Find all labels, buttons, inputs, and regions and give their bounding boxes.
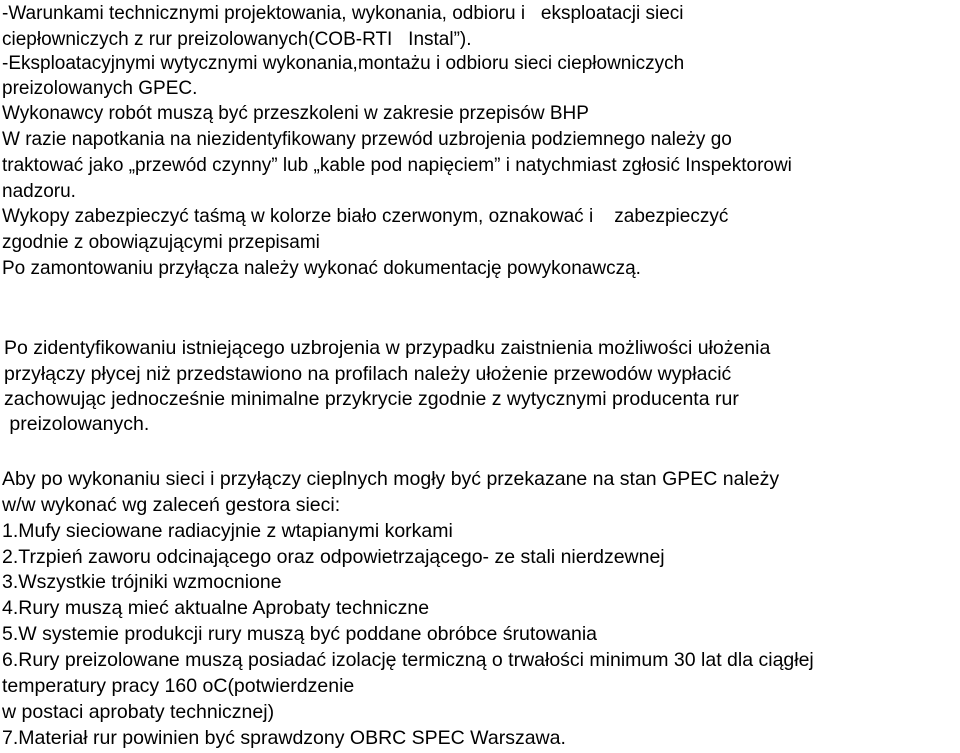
- paragraph-line: preizolowanych GPEC.: [2, 78, 198, 99]
- paragraph-line: w/w wykonać wg zaleceń gestora sieci:: [2, 494, 341, 516]
- list-item: w postaci aprobaty technicznej): [2, 701, 275, 723]
- paragraph-line: zachowując jednocześnie minimalne przykrycie zgodnie z wytycznymi producenta rur: [4, 388, 739, 410]
- paragraph-line: ciepłowniczych z rur preizolowanych(COB-RTI Instal”).: [2, 29, 472, 50]
- list-item: temperatury pracy 160 oC(potwierdzenie: [2, 675, 355, 697]
- paragraph-line: -Warunkami technicznymi projektowania, wykonania, odbioru i eksploatacji sieci: [2, 3, 684, 24]
- list-item: 2.Trzpień zaworu odcinającego oraz odpowietrzającego- ze stali nierdzewnej: [2, 546, 665, 568]
- paragraph-line: Po zidentyfikowaniu istniejącego uzbrojenia w przypadku zaistnienia możliwości ułożenia: [4, 337, 771, 359]
- paragraph-line: W razie napotkania na niezidentyfikowany przewód uzbrojenia podziemnego należy go: [2, 129, 732, 150]
- list-item: 6.Rury preizolowane muszą posiadać izolację termiczną o trwałości minimum 30 lat dla ciągłej: [2, 649, 814, 671]
- list-item: 7.Materiał rur powinien być sprawdzony OBRC SPEC Warszawa.: [2, 727, 566, 749]
- paragraph-line: Aby po wykonaniu sieci i przyłączy cieplnych mogły być przekazane na stan GPEC należy: [2, 468, 780, 490]
- paragraph-line: preizolowanych.: [4, 413, 150, 435]
- paragraph-line: Wykonawcy robót muszą być przeszkoleni w zakresie przepisów BHP: [2, 103, 589, 124]
- paragraph-line: Wykopy zabezpieczyć taśmą w kolorze biało czerwonym, oznakować i zabezpieczyć: [2, 206, 729, 227]
- paragraph-line: przyłączy płycej niż przedstawiono na profilach należy ułożenie przewodów wypłacić: [4, 363, 732, 385]
- paragraph-line: zgodnie z obowiązującymi przepisami: [2, 232, 320, 253]
- list-item: 3.Wszystkie trójniki wzmocnione: [2, 571, 282, 593]
- paragraph-line: Po zamontowaniu przyłącza należy wykonać dokumentację powykonawczą.: [2, 258, 641, 279]
- paragraph-line: -Eksploatacyjnymi wytycznymi wykonania,montażu i odbioru sieci ciepłowniczych: [2, 53, 685, 74]
- paragraph-line: traktować jako „przewód czynny” lub „kable pod napięciem” i natychmiast zgłosić Inspektorowi: [2, 155, 792, 176]
- list-item: 5.W systemie produkcji rury muszą być poddane obróbce śrutowania: [2, 623, 598, 645]
- list-item: 4.Rury muszą mieć aktualne Aprobaty techniczne: [2, 597, 430, 619]
- paragraph-line: nadzoru.: [2, 181, 76, 202]
- list-item: 1.Mufy sieciowane radiacyjnie z wtapianymi korkami: [2, 520, 453, 542]
